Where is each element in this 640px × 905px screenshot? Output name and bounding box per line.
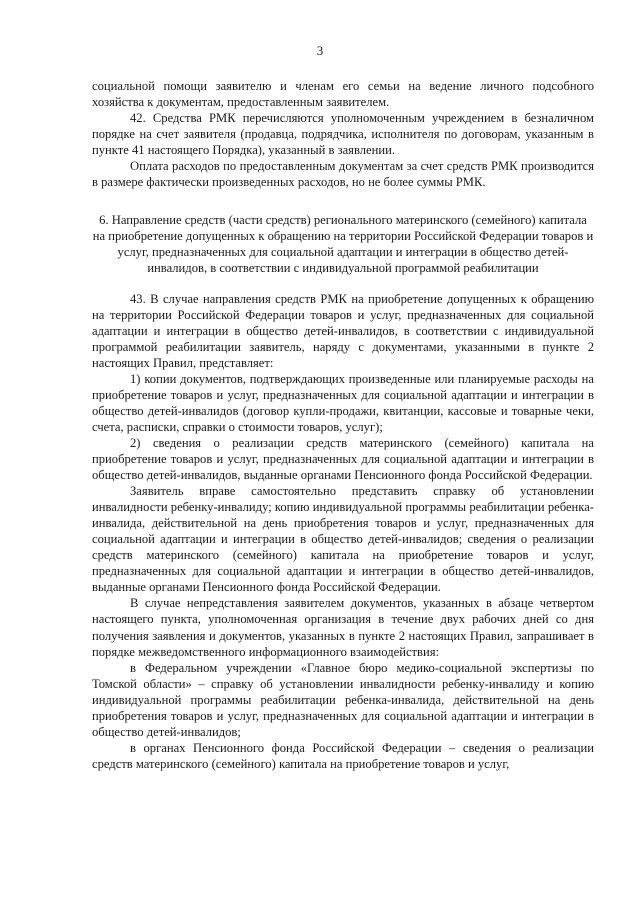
page-number: 3 (316, 43, 324, 58)
applicant-right-paragraph: Заявитель вправе самостоятельно представить справку об установлении инвалидности ребенку-инвалиду; копию индивидуальной программы реабилитации ребенка-инвалида, действительной на день приобретения товаров и услуг, предназначенных для социальной адаптации и интеграции в общество детей-инвалидов; сведения о реализации средств материнского (семейного) капитала на приобретение товаров и услуг, предназначенных для социальной адаптации и интеграции в общество детей-инвалидов, выданные органами Пенсионного фонда Российской Федерации. (92, 484, 594, 595)
list-item-2: 2) сведения о реализации средств материнского (семейного) капитала на приобретение товаров и услуг, предназначенных для социальной адаптации и интеграции в общество детей-инвалидов, выданные органами Пенсионного фонда Российской Федерации. (92, 435, 594, 483)
paragraph-43: 43. В случае направления средств РМК на приобретение допущенных к обращению на территории Российской Федерации товаров и услуг, предназначенных для социальной адаптации и интеграции в общество детей-инвалидов, в соответствии с индивидуальной программой реабилитации заявитель, наряду с документами, указанными в пункте 2 настоящих Правил, представляет: (92, 291, 594, 370)
document-body (92, 78, 594, 772)
request-paragraph-1: в Федеральном учреждении «Главное бюро медико-социальной экспертизы по Томской области» – справку об установлении инвалидности ребенку-инвалиду и копию индивидуальной программы реабилитации ребенка-инвалида, действительной на день приобретения товаров и услуг, предназначенных для социальной адаптации и интеграции в общество детей-инвалидов; (92, 660, 594, 739)
section-heading: 6. Направление средств (части средств) регионального материнского (семейного) капитала на приобретение допущенных к обращению на территории Российской Федерации товаров и услуг, предназначенных для социальной адаптации и интеграции в общество детей-инвалидов, в соответствии с индивидуальной программой реабилитации (92, 213, 594, 276)
continuation-paragraph: социальной помощи заявителю и членам его семьи на ведение личного подсобного хозяйства к документам, предоставленным заявителем. (92, 79, 594, 110)
paragraph-42: 42. Средства РМК перечисляются уполномоченным учреждением в безналичном порядке на счет заявителя (продавца, подрядчика, исполнителя по договорам, указанным в пункте 41 настоящего Порядка), указанный в заявлении. (92, 111, 594, 158)
list-item-1: 1) копии документов, подтверждающих произведенные или планируемые расходы на приобретение товаров и услуг, предназначенных для социальной адаптации и интеграции в общество детей-инвалидов (договор купли-продажи, квитанции, кассовые и товарные чеки, счета, расписки, справки о стоимости товаров, услуг); (92, 371, 594, 434)
request-paragraph-2: в органах Пенсионного фонда Российской Федерации – сведения о реализации средств материнского (семейного) капитала на приобретение товаров и услуг, (92, 740, 594, 771)
payment-paragraph: Оплата расходов по предоставленным документам за счет средств РМК производится в размере фактически произведенных расходов, но не более суммы РМК. (92, 159, 594, 190)
non-submission-paragraph: В случае непредставления заявителем документов, указанных в абзаце четвертом настоящего пункта, уполномоченная организация в течение двух рабочих дней со дня получения заявления и документов, указанных в пункте 2 настоящих Правил, запрашивает в порядке межведомственного информационного взаимодействия: (92, 596, 594, 659)
